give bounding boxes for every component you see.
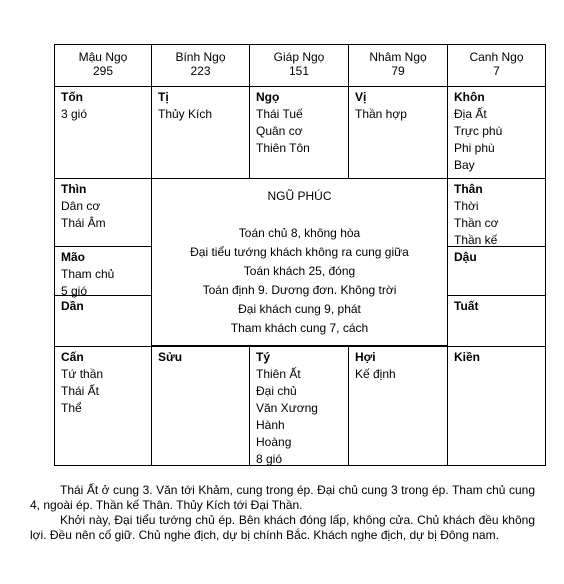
palace-line: Thủy Kích <box>158 107 213 121</box>
palace-line: Thái Tuế <box>256 107 303 121</box>
palace-line: 8 gió <box>256 452 283 466</box>
center-line: Đại khách cung 9, phát <box>238 302 361 316</box>
header-name: Giáp Ngọ <box>273 50 325 64</box>
palace-suu <box>151 346 250 466</box>
header-number: 223 <box>190 64 211 78</box>
palace-title: Thân <box>454 182 483 196</box>
palace-line: Kế định <box>355 367 396 381</box>
header-name: Mậu Ngọ <box>78 50 128 64</box>
palace-title: Thìn <box>61 182 87 196</box>
center-panel <box>151 178 448 346</box>
header-name: Nhâm Ngọ <box>369 50 427 64</box>
palace-line: Thể <box>61 401 82 415</box>
palace-khon <box>447 86 546 179</box>
palace-ngo <box>249 86 349 179</box>
palace-vi <box>348 86 448 179</box>
center-line: Đại tiểu tướng khách không ra cung giữa <box>190 245 409 259</box>
palace-line: Dân cơ <box>61 199 101 213</box>
palace-line: 5 gió <box>61 284 88 298</box>
palace-title: Sửu <box>158 350 183 364</box>
explanation-text <box>30 483 535 543</box>
palace-line: Thần cơ <box>454 216 499 230</box>
palace-ty <box>249 346 349 466</box>
palace-line: Bay <box>454 158 475 172</box>
palace-title: Dần <box>61 299 84 313</box>
center-line: Tham khách cung 7, cách <box>230 321 369 335</box>
palace-title: Cấn <box>61 350 84 364</box>
palace-can <box>54 346 152 466</box>
palace-line: Thần kế <box>454 233 498 247</box>
palace-title: Tốn <box>61 90 83 104</box>
palace-line: Hành <box>256 418 285 432</box>
palace-line: Đại chủ <box>256 384 297 398</box>
palace-line: Địa Ất <box>454 107 487 121</box>
header-number: 151 <box>288 64 310 78</box>
palace-ti <box>151 86 250 179</box>
palace-tuat <box>447 295 546 347</box>
paragraph: Thái Ất ở cung 3. Văn tới Khảm, cung trong ép. Đại chủ cung 3 trong ép. Tham chủ cung 4, ngoài ép. Thần kế Thân. Thủy Kích tới Đại Thần. <box>30 483 535 512</box>
palace-title: Kiền <box>454 350 481 364</box>
header-cell <box>54 44 152 87</box>
palace-ton <box>54 86 152 179</box>
center-line: Toán chủ 8, không hòa <box>238 226 361 240</box>
palace-dau <box>447 246 546 296</box>
palace-line: Phi phù <box>454 141 495 155</box>
header-number: 7 <box>493 64 500 78</box>
palace-line: Văn Xương <box>256 401 318 415</box>
palace-line: Trực phù <box>454 124 503 138</box>
palace-hoi <box>348 346 448 466</box>
center-line: Toán khách 25, đóng <box>243 264 356 278</box>
palace-line: Thái Âm <box>61 216 106 230</box>
palace-than <box>447 178 546 247</box>
palace-title: Tuất <box>454 299 479 313</box>
center-line: Toán định 9. Dương đơn. Không trời <box>202 283 397 297</box>
palace-dan <box>54 295 152 347</box>
palace-line: Thời <box>454 199 479 213</box>
palace-mao <box>54 246 152 296</box>
palace-line: Thần hợp <box>355 107 407 121</box>
palace-line: Thiên Tôn <box>256 141 310 155</box>
palace-line: Hoàng <box>256 435 292 449</box>
palace-title: Ngọ <box>256 90 280 104</box>
center-title: NGŨ PHÚC <box>267 189 332 203</box>
header-number: 79 <box>391 64 405 78</box>
palace-title: Dậu <box>454 250 477 264</box>
palace-title: Tị <box>158 90 169 104</box>
header-name: Bính Ngọ <box>175 50 226 64</box>
palace-title: Mão <box>61 250 85 264</box>
header-cell <box>447 44 546 87</box>
palace-line: Thiên Ất <box>256 367 301 381</box>
palace-line: Quân cơ <box>256 124 303 138</box>
palace-title: Khôn <box>454 90 485 104</box>
palace-line: Tứ thần <box>61 367 104 381</box>
header-cell <box>151 44 250 87</box>
palace-line: Thái Ất <box>61 384 100 398</box>
header-cell <box>249 44 349 87</box>
header-number: 295 <box>92 64 114 78</box>
palace-title: Hợi <box>355 350 376 364</box>
palace-title: Tý <box>256 350 271 364</box>
header-name: Canh Ngọ <box>469 50 524 64</box>
paragraph: Khởi này, Đại tiểu tướng chủ ép. Bên khách đóng lấp, không cửa. Chủ khách đều không lợi. Đều nên cố giữ. Chủ nghe địch, dự bị chính Bắc. Khách nghe địch, dự bị Đông nam. <box>30 513 535 542</box>
palace-thin <box>54 178 152 247</box>
palace-line: 3 gió <box>61 107 88 121</box>
palace-line: Tham chủ <box>61 267 115 281</box>
palace-kien <box>447 346 546 466</box>
palace-title: Vị <box>355 90 367 104</box>
header-cell <box>348 44 448 87</box>
